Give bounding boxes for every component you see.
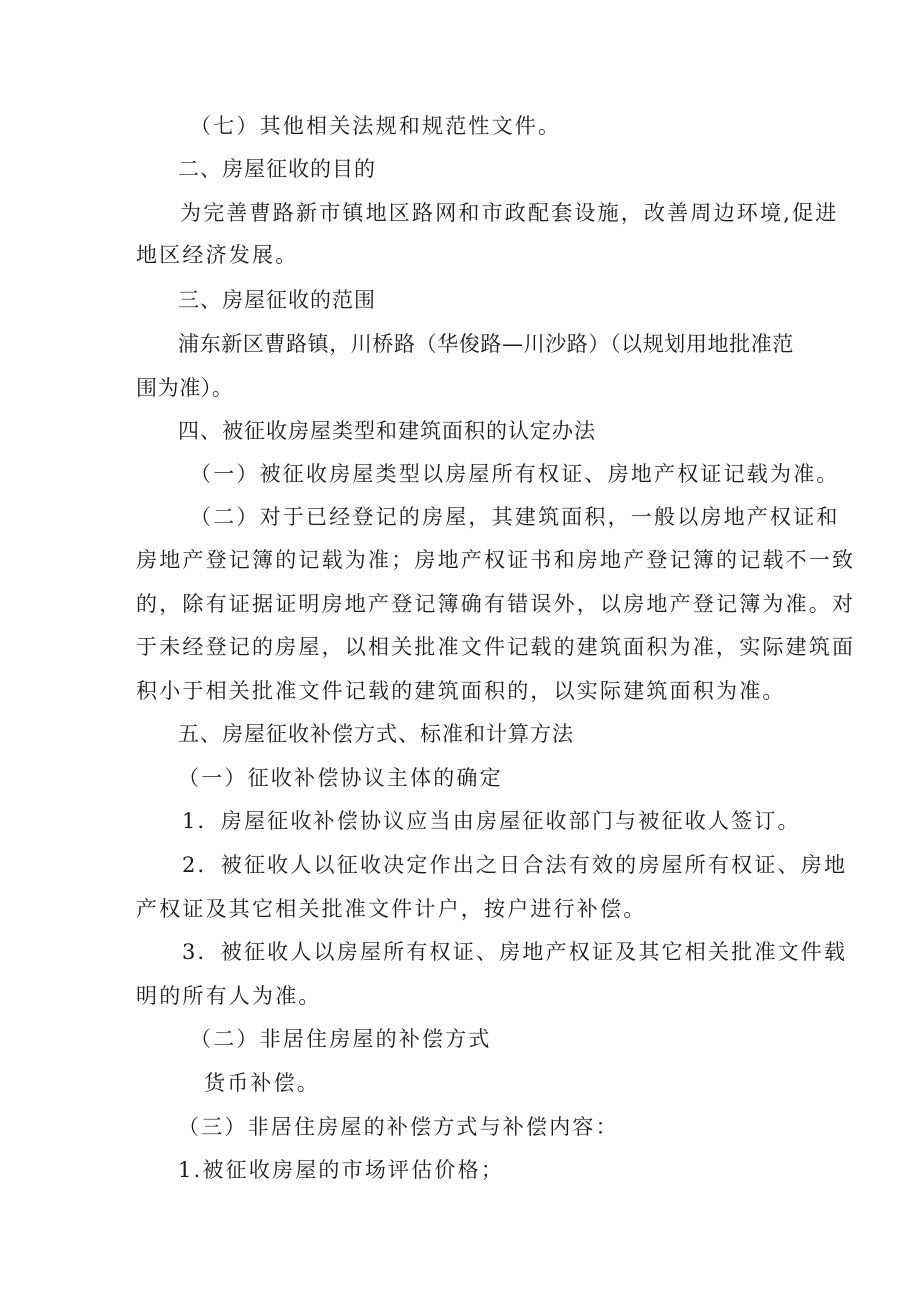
purpose-text-line-2: 地区经济发展。	[136, 243, 299, 267]
purpose-text-line-1: 为完善曹路新市镇地区路网和市政配套设施，改善周边环境,促进	[180, 201, 839, 225]
compensation-point-2-line-2: 产权证及其它相关批准文件计户，按户进行补偿。	[136, 897, 647, 921]
item-qi: （七）其他相关法规和规范性文件。	[190, 114, 562, 138]
section-heading-area-determination: 四、被征收房屋类型和建筑面积的认定办法	[178, 419, 596, 443]
section-heading-scope: 三、房屋征收的范围	[178, 288, 376, 312]
area-item-2-line-1: （二）对于已经登记的房屋，其建筑面积，一般以房地产权证和	[190, 505, 840, 529]
compensation-sub-3: （三）非居住房屋的补偿方式与补偿内容：	[178, 1115, 619, 1139]
compensation-point-1: 1．房屋征收补偿协议应当由房屋征收部门与被征收人签订。	[182, 809, 801, 833]
section-heading-compensation: 五、房屋征收补偿方式、标准和计算方法	[178, 722, 574, 746]
compensation-sub-1: （一）征收补偿协议主体的确定	[178, 766, 503, 790]
area-item-2-line-5: 积小于相关批准文件记载的建筑面积的，以实际建筑面积为准。	[136, 679, 786, 703]
compensation-sub-2-text: 货币补偿。	[204, 1071, 320, 1095]
compensation-point-3-line-2: 明的所有人为准。	[136, 984, 322, 1008]
area-item-2-line-4: 于未经登记的房屋，以相关批准文件记载的建筑面积为准，实际建筑面	[136, 635, 856, 659]
compensation-sub-3-item-1: 1.被征收房屋的市场评估价格；	[178, 1158, 505, 1182]
compensation-point-3-line-1: 3．被征收人以房屋所有权证、房地产权证及其它相关批准文件载	[182, 940, 848, 964]
area-item-1: （一）被征收房屋类型以房屋所有权证、房地产权证记载为准。	[190, 462, 840, 486]
area-item-2-line-2: 房地产登记簿的记载为准；房地产权证书和房地产登记簿的记载不一致	[136, 548, 856, 572]
compensation-sub-2: （二）非居住房屋的补偿方式	[190, 1027, 492, 1051]
scope-text-line-2: 围为准）。	[136, 376, 234, 400]
compensation-point-2-line-1: 2．被征收人以征收决定作出之日合法有效的房屋所有权证、房地	[182, 853, 848, 877]
scope-text-line-1: 浦东新区曹路镇，川桥路（华俊路—川沙路）（以规划用地批准范	[178, 332, 794, 356]
area-item-2-line-3: 的，除有证据证明房地产登记簿确有错误外，以房地产登记簿为准。对	[136, 592, 856, 616]
section-heading-purpose: 二、房屋征收的目的	[178, 157, 376, 181]
